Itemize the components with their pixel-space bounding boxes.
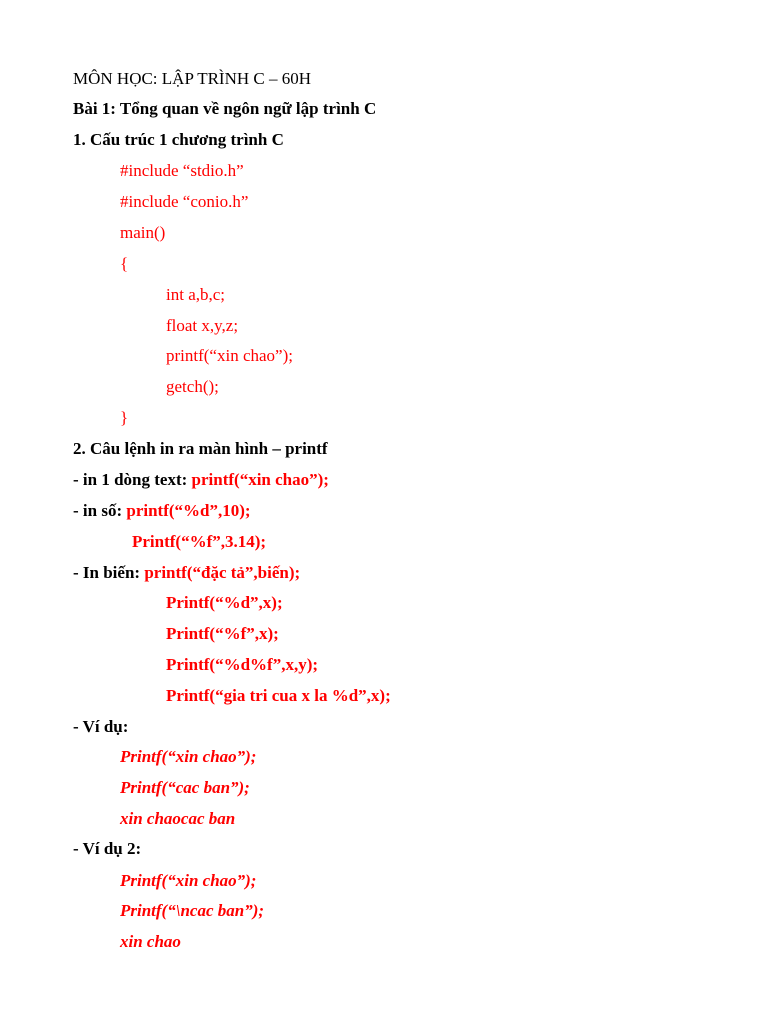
example-2-label: - Ví dụ 2: (73, 839, 142, 858)
code-snippet: Printf(“%d%f”,x,y); (166, 655, 319, 674)
example-line: Printf(“cac ban”); (120, 778, 250, 797)
code-line: #include “stdio.h” (120, 161, 244, 180)
print-number-item (73, 499, 251, 523)
code-snippet: Printf(“%f”,x); (166, 624, 279, 643)
code-line: int a,b,c; (166, 285, 226, 304)
section-1-heading: 1. Cấu trúc 1 chương trình C (73, 130, 284, 149)
section-2-heading: 2. Câu lệnh in ra màn hình – printf (73, 439, 328, 458)
print-variable-item (73, 561, 300, 585)
lesson-title: Bài 1: Tổng quan về ngôn ngữ lập trình C (73, 99, 377, 118)
example-output: xin chaocac ban (120, 809, 236, 828)
code-snippet: printf(“đặc tả”,biến); (144, 563, 301, 582)
subject-header: MÔN HỌC: LẬP TRÌNH C – 60H (73, 69, 312, 88)
code-line: } (120, 408, 129, 427)
example-output: xin chao (120, 932, 181, 951)
example-line: Printf(“xin chao”); (120, 871, 257, 890)
code-snippet: Printf(“%f”,3.14); (132, 532, 267, 551)
code-snippet: printf(“xin chao”); (191, 470, 329, 489)
item-label: - In biến: (73, 563, 145, 582)
example-line: Printf(“xin chao”); (120, 747, 257, 766)
item-label: - in 1 dòng text: (73, 470, 192, 489)
code-line: printf(“xin chao”); (166, 346, 293, 365)
code-snippet: printf(“%d”,10); (126, 501, 251, 520)
code-line: { (120, 254, 129, 273)
code-line: main() (120, 223, 166, 242)
item-label: - in số: (73, 501, 127, 520)
print-text-item (73, 468, 329, 492)
example-line: Printf(“\ncac ban”); (120, 901, 265, 920)
code-line: float x,y,z; (166, 316, 239, 335)
code-line: getch(); (166, 377, 219, 396)
code-snippet: Printf(“%d”,x); (166, 593, 283, 612)
code-snippet: Printf(“gia tri cua x la %d”,x); (166, 686, 391, 705)
example-1-label: - Ví dụ: (73, 717, 129, 736)
code-line: #include “conio.h” (120, 192, 249, 211)
